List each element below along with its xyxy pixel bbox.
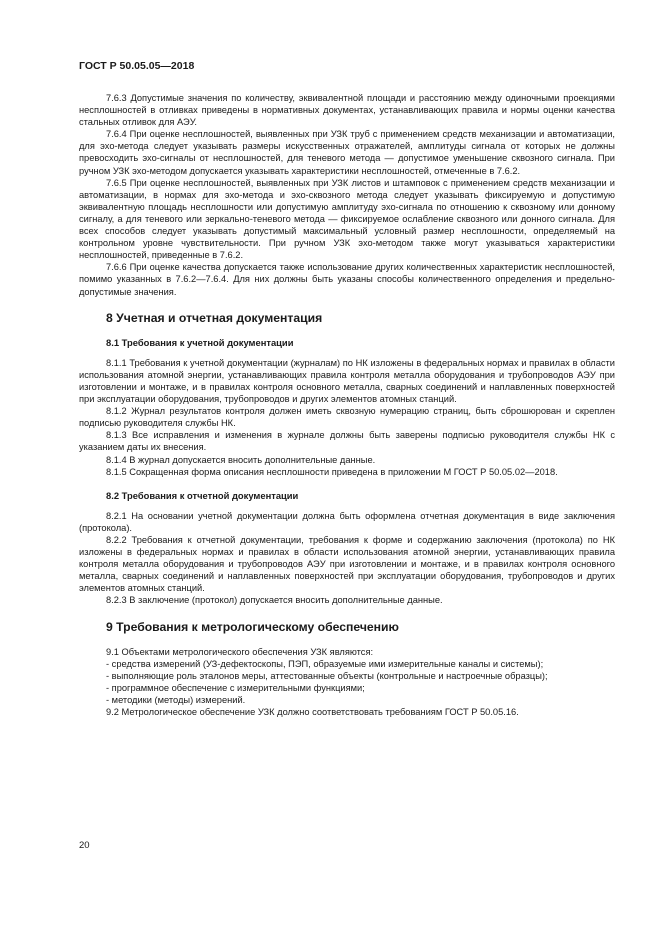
paragraph-7-6-5: 7.6.5 При оценке несплошностей, выявленных при УЗК листов и штамповок с применением средств механизации и автоматизации, в нормах для эхо-метода и эхо-сквозного метода следует указывать фиксируемую и допустимую эквивалентную площадь несплошности или допустимую амплитуду эхо-сигнала по отношению к сквозному или донному сигналу, а для теневого или зеркально-теневого метода — фиксируемое ослабление сквозного или донного сигнала. Для всех способов следует указывать допустимый максимальный условный размер несплошности, определяемый на контрольном уровне чувствительности. При ручном УЗК эхо-методом также могут указываться характеристики несплошностей, приведенные в 7.6.2. <box>79 177 615 261</box>
paragraph-8-1-2: 8.1.2 Журнал результатов контроля должен иметь сквозную нумерацию страниц, быть сброшюрован и скреплен подписью руководителя службы НК. <box>79 406 615 429</box>
subsection-8-2-heading: 8.2 Требования к отчетной документации <box>106 489 299 501</box>
paragraph-9-2: 9.2 Метрологическое обеспечение УЗК должно соответствовать требованиям ГОСТ Р 50.05.16. <box>106 707 519 718</box>
paragraph-8-1-3: 8.1.3 Все исправления и изменения в журнале должны быть заверены подписью руководителя службы НК с указанием даты их внесения. <box>79 430 615 453</box>
paragraph-8-1-1: 8.1.1 Требования к учетной документации (журналам) по НК изложены в федеральных нормах и правилах в области использования атомной энергии, устанавливающих правила контроля металла оборудования и трубопроводов АЭУ при изготовлении и монтаже, и в правилах контроля основного металла, сварных соединений и наплавленных поверхностей при эксплуатации оборудования, трубопроводов и других элементов атомных станций. <box>79 357 615 405</box>
paragraph-8-1-4: 8.1.4 В журнал допускается вносить дополнительные данные. <box>106 454 376 465</box>
list-item: - средства измерений (УЗ-дефектоскопы, ПЭП, образуемые ими измерительные каналы и системы); <box>106 658 544 669</box>
paragraph-7-6-3: 7.6.3 Допустимые значения по количеству, эквивалентной площади и расстоянию между одиночными проекциями несплошностей в отливках приведены в нормативных документах, устанавливающих правила и нормы оценки качества стальных отливок для АЭУ. <box>79 93 615 128</box>
list-item: - выполняющие роль эталонов меры, аттестованные объекты (контрольные и настроечные образцы); <box>106 670 548 681</box>
paragraph-8-2-1: 8.2.1 На основании учетной документации должна быть оформлена отчетная документация в виде заключения (протокола). <box>79 510 615 533</box>
paragraph-7-6-4: 7.6.4 При оценке несплошностей, выявленных при УЗК труб с применением средств механизации и автоматизации, для эхо-метода следует указывать размеры искусственных отражателей, амплитуды сигнала от которых не должны превосходить эхо-сигналы от несплошностей, для теневого метода — допустимое уменьшение сквозного сигнала. При ручном УЗК эхо-методом допускается указывать характеристики несплошностей, отмеченные в 7.6.2. <box>79 129 615 176</box>
document-body <box>79 92 615 718</box>
section-9-heading: 9 Требования к метрологическому обеспечению <box>106 619 399 634</box>
paragraph-8-1-5: 8.1.5 Сокращенная форма описания несплошности приведена в приложении М ГОСТ Р 50.05.02—2018. <box>106 466 558 477</box>
paragraph-9-1: 9.1 Объектами метрологического обеспечения УЗК являются: <box>106 646 374 657</box>
section-8-heading: 8 Учетная и отчетная документация <box>106 310 323 325</box>
subsection-8-1-heading: 8.1 Требования к учетной документации <box>106 336 294 348</box>
list-item: - методики (методы) измерений. <box>106 695 246 706</box>
paragraph-7-6-6: 7.6.6 При оценке качества допускается также использование других количественных характеристик несплошностей, помимо указанных в 7.6.2—7.6.4. Для них должны быть указаны способы количественного определения и предельно-допустимые значения. <box>79 262 615 297</box>
list-item: - программное обеспечение с измерительными функциями; <box>106 682 365 693</box>
paragraph-8-2-3: 8.2.3 В заключение (протокол) допускается вносить дополнительные данные. <box>106 595 443 606</box>
paragraph-8-2-2: 8.2.2 Требования к отчетной документации, требования к форме и содержанию заключения (протокола) по НК изложены в федеральных нормах и правилах в области использования атомной энергии, устанавливающих правила контроля металла оборудования и трубопроводов АЭУ при изготовлении и монтаже, и в правилах контроля основного металла, сварных соединений и наплавленных поверхностей при эксплуатации оборудования, трубопроводов и других элементов атомных станций. <box>79 535 615 594</box>
page-number: 20 <box>79 840 90 851</box>
document-header: ГОСТ Р 50.05.05—2018 <box>79 60 195 72</box>
